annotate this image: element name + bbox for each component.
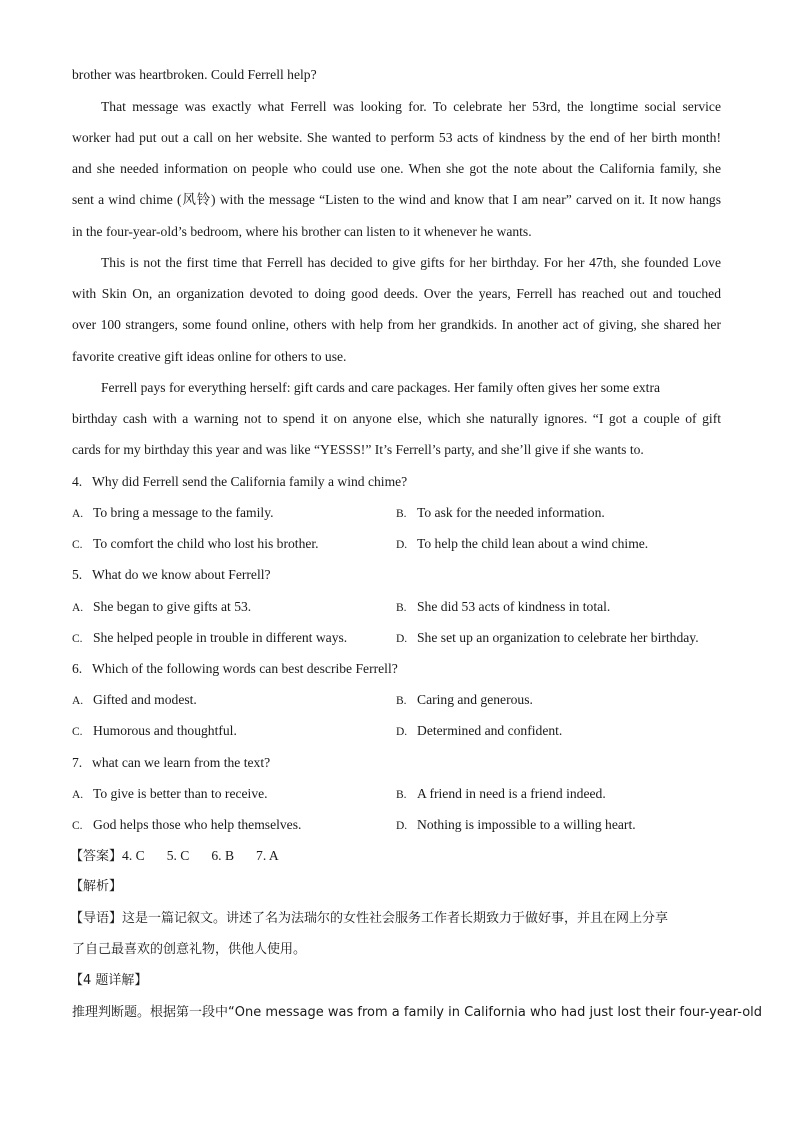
answer-item: 6. B [211, 848, 235, 863]
question-7 [0, 755, 794, 771]
passage-line: with Skin On, an organization devoted to doing good deeds. Over the years, Ferrell has reached out and touched [72, 286, 721, 301]
option-d[interactable] [396, 723, 562, 740]
q4-detail-label: 【4 题详解】 [70, 973, 148, 988]
option-letter: C. [72, 726, 83, 738]
question-text: Which of the following words can best describe Ferrell? [92, 661, 398, 676]
option-text: To comfort the child who lost his brother. [93, 536, 319, 551]
answer-item: 4. C [122, 848, 145, 863]
question-number: 6. [72, 661, 83, 676]
option-letter: B. [396, 789, 407, 801]
passage-line: birthday cash with a warning not to spend it on anyone else, which she naturally ignores. “I got a couple of gift [72, 411, 721, 426]
passage-line: in the four-year-old’s bedroom, where his brother can listen to it whenever he wants. [72, 224, 532, 239]
option-text: Caring and generous. [417, 692, 533, 707]
answer-item: 5. C [166, 848, 190, 863]
option-a[interactable] [72, 692, 197, 709]
option-a[interactable] [72, 505, 274, 522]
option-b[interactable] [396, 786, 606, 803]
guide-label: 【导语】 [70, 911, 123, 926]
question-number: 7. [72, 755, 83, 770]
passage-line: This is not the first time that Ferrell has decided to give gifts for her birthday. For her 47th, she founded Love [101, 255, 721, 270]
option-c[interactable] [72, 817, 301, 834]
option-b[interactable] [396, 599, 610, 616]
analysis-label: 【解析】 [70, 879, 123, 894]
passage-line: cards for my birthday this year and was like “YESSS!” It’s Ferrell’s party, and she’ll give if she wants to. [72, 442, 644, 457]
option-letter: C. [72, 633, 83, 645]
option-text: To ask for the needed information. [417, 505, 605, 520]
option-text: A friend in need is a friend indeed. [417, 786, 606, 801]
question-text: Why did Ferrell send the California family a wind chime? [92, 474, 408, 489]
option-d[interactable] [396, 817, 636, 834]
passage-line: sent a wind chime (风铃) with the message “Listen to the wind and know that I am near” carved on it. It now hangs [72, 192, 721, 207]
option-letter: D. [396, 820, 408, 832]
option-text: Determined and confident. [417, 723, 563, 738]
question-6 [0, 661, 794, 677]
option-a[interactable] [72, 599, 251, 616]
option-letter: B. [396, 508, 407, 520]
option-letter: D. [396, 539, 408, 551]
passage-line: brother was heartbroken. Could Ferrell help? [72, 67, 317, 82]
option-text: To help the child lean about a wind chime. [417, 536, 649, 551]
option-letter: C. [72, 820, 83, 832]
option-letter: D. [396, 726, 408, 738]
option-a[interactable] [72, 786, 268, 803]
option-text: She set up an organization to celebrate her birthday. [417, 630, 699, 645]
option-c[interactable] [72, 630, 347, 647]
option-letter: A. [72, 695, 84, 707]
option-letter: B. [396, 695, 407, 707]
option-text: She began to give gifts at 53. [93, 599, 252, 614]
question-text: what can we learn from the text? [92, 755, 271, 770]
answer-line [70, 848, 279, 865]
passage-line: That message was exactly what Ferrell was looking for. To celebrate her 53rd, the longtime social service [101, 99, 721, 114]
option-c[interactable] [72, 723, 237, 740]
option-text: God helps those who help themselves. [93, 817, 302, 832]
option-text: To bring a message to the family. [93, 505, 274, 520]
passage-line: worker had put out a call on her website. She wanted to perform 53 acts of kindness by the end of her birth month! [72, 130, 721, 145]
option-text: Nothing is impossible to a willing heart. [417, 817, 636, 832]
option-letter: A. [72, 602, 84, 614]
option-text: She did 53 acts of kindness in total. [417, 599, 611, 614]
passage-line: favorite creative gift ideas online for others to use. [72, 349, 347, 364]
guide-text: 这是一篇记叙文。讲述了名为法瑞尔的女性社会服务工作者长期致力于做好事，并且在网上分享 [122, 911, 669, 926]
option-letter: D. [396, 633, 408, 645]
option-b[interactable] [396, 692, 533, 709]
option-d[interactable] [396, 630, 699, 647]
passage-line: and she needed information on people who could use one. When she got the note about the California family, she [72, 161, 721, 176]
question-number: 5. [72, 567, 83, 582]
option-text: Humorous and thoughtful. [93, 723, 237, 738]
option-text: Gifted and modest. [93, 692, 197, 707]
option-c[interactable] [72, 536, 319, 553]
option-b[interactable] [396, 505, 605, 522]
q4-detail-line: 推理判断题。根据第一段中“One message was from a family in California who had just lost their four-year-old [72, 1005, 763, 1020]
question-4 [0, 474, 794, 490]
option-letter: A. [72, 789, 84, 801]
question-number: 4. [72, 474, 83, 489]
option-letter: B. [396, 602, 407, 614]
option-d[interactable] [396, 536, 648, 553]
option-letter: A. [72, 508, 84, 520]
option-text: To give is better than to receive. [93, 786, 268, 801]
answer-item: 7. A [256, 848, 279, 863]
question-text: What do we know about Ferrell? [92, 567, 271, 582]
option-letter: C. [72, 539, 83, 551]
passage-line: over 100 strangers, some found online, others with help from her grandkids. In another act of giving, she shared her [72, 317, 721, 332]
guide-line [70, 911, 668, 927]
passage-line: Ferrell pays for everything herself: gift cards and care packages. Her family often gives her some extra [101, 380, 661, 395]
question-5 [0, 567, 794, 583]
guide-line: 了自己最喜欢的创意礼物，供他人使用。 [72, 942, 307, 957]
answer-label: 【答案】 [70, 849, 123, 864]
option-text: She helped people in trouble in different ways. [93, 630, 348, 645]
